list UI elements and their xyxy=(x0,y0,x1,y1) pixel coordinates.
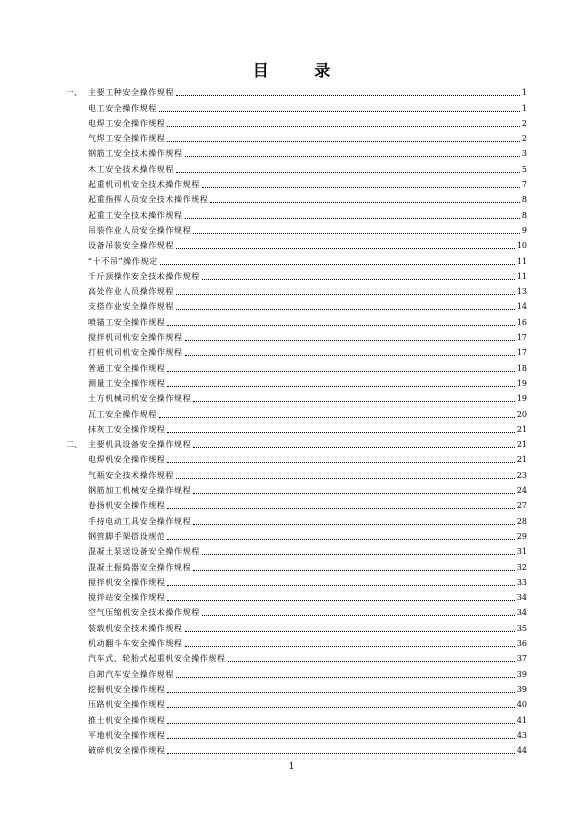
toc-dot-leader xyxy=(193,523,515,525)
toc-dot-leader xyxy=(202,553,515,555)
toc-dot-leader xyxy=(193,400,515,402)
toc-entry-label: 钢管脚手架搭设规范 xyxy=(88,531,166,541)
toc-entry-label: 气焊工安全操作规程 xyxy=(88,134,166,144)
toc-entry-page-number: 7 xyxy=(521,180,527,190)
toc-entry-label: 抹灰工安全操作规程 xyxy=(88,424,166,434)
toc-entry-label: 起重工安全技术操作规程 xyxy=(88,210,183,220)
toc-section-entry[interactable] xyxy=(66,83,527,98)
toc-entry-label: 平地机安全操作规程 xyxy=(88,730,166,740)
toc-entry-label: 瓦工安全操作规程 xyxy=(88,409,157,419)
toc-entry-page-number: 18 xyxy=(516,363,527,373)
toc-entry[interactable] xyxy=(88,726,527,741)
toc-entry[interactable] xyxy=(88,160,527,175)
toc-entry[interactable] xyxy=(88,404,527,419)
toc-dot-leader xyxy=(167,461,514,463)
toc-entry-page-number: 35 xyxy=(516,623,527,633)
toc-dot-leader xyxy=(176,171,520,173)
toc-entry[interactable] xyxy=(88,466,527,481)
toc-dot-leader xyxy=(167,125,520,127)
toc-entry-label: 空气压缩机安全技术操作规程 xyxy=(88,608,200,618)
toc-entry[interactable] xyxy=(88,450,527,465)
toc-dot-leader xyxy=(176,308,515,310)
toc-entry-label: 电工安全操作规程 xyxy=(88,103,157,113)
toc-dot-leader xyxy=(167,584,514,586)
toc-entry-label: 高处作业人员操作规程 xyxy=(88,287,174,297)
toc-entry-page-number: 19 xyxy=(516,378,527,388)
toc-entry[interactable] xyxy=(88,557,527,572)
toc-section-number: 二、 xyxy=(66,440,82,450)
toc-entry[interactable] xyxy=(88,573,527,588)
toc-entry-label: 汽车式、轮胎式起重机安全操作规程 xyxy=(88,654,226,664)
toc-entry-page-number: 27 xyxy=(516,501,527,511)
toc-entry-label: 搅拌机司机安全操作规程 xyxy=(88,333,183,343)
toc-entry-label: 普通工安全操作规程 xyxy=(88,363,166,373)
toc-entry-page-number: 34 xyxy=(516,593,527,603)
toc-entry[interactable] xyxy=(88,297,527,312)
toc-dot-leader xyxy=(176,94,520,96)
toc-entry-page-number: 21 xyxy=(516,455,527,465)
toc-entry-page-number: 20 xyxy=(516,409,527,419)
toc-dot-leader xyxy=(159,416,515,418)
toc-entry[interactable] xyxy=(88,527,527,542)
toc-entry-label: 起重指挥人员安全技术操作规程 xyxy=(88,195,209,205)
toc-entry[interactable] xyxy=(88,680,527,695)
toc-dot-leader xyxy=(167,431,514,433)
toc-entry-label: 手持电动工具安全操作规程 xyxy=(88,516,192,526)
toc-dot-leader xyxy=(167,538,514,540)
toc-entry-label: 卷扬机安全操作规程 xyxy=(88,501,166,511)
toc-dot-leader xyxy=(167,507,514,509)
toc-entry[interactable] xyxy=(88,205,527,220)
toc-entry-label: 机动翻斗车安全操作规程 xyxy=(88,639,183,649)
toc-entry[interactable] xyxy=(88,511,527,526)
toc-entry-label: 电焊机安全操作规程 xyxy=(88,455,166,465)
toc-entry-page-number: 1 xyxy=(521,88,527,98)
toc-entry-label: 起重机司机安全技术操作规程 xyxy=(88,180,200,190)
toc-dot-leader xyxy=(167,370,514,372)
toc-entry-page-number: 23 xyxy=(516,470,527,480)
toc-entry[interactable] xyxy=(88,328,527,343)
toc-section-number: 一、 xyxy=(66,88,82,98)
toc-dot-leader xyxy=(167,706,514,708)
toc-entry[interactable] xyxy=(88,358,527,373)
toc-entry[interactable] xyxy=(88,114,527,129)
toc-entry-label: 混凝土泵送设备安全操作规程 xyxy=(88,547,200,557)
toc-dot-leader xyxy=(167,737,514,739)
toc-entry-page-number: 24 xyxy=(516,486,527,496)
toc-entry-label: 搅拌机安全操作规程 xyxy=(88,577,166,587)
toc-dot-leader xyxy=(185,630,515,632)
toc-entry[interactable] xyxy=(88,710,527,725)
toc-entry-label: 木工安全技术操作规程 xyxy=(88,164,174,174)
toc-entry-page-number: 43 xyxy=(516,730,527,740)
toc-dot-leader xyxy=(202,614,515,616)
toc-entry[interactable] xyxy=(88,420,527,435)
toc-entry[interactable] xyxy=(88,190,527,205)
toc-section-entry[interactable] xyxy=(66,435,527,450)
toc-entry[interactable] xyxy=(88,619,527,634)
toc-entry-label: 破碎机安全操作规程 xyxy=(88,746,166,756)
toc-entry-label: 吊装作业人员安全操作规程 xyxy=(88,225,192,235)
toc-dot-leader xyxy=(167,140,520,142)
toc-dot-leader xyxy=(193,492,515,494)
toc-dot-leader xyxy=(193,232,520,234)
toc-entry-page-number: 2 xyxy=(521,134,527,144)
toc-entry-label: 自卸汽车安全操作规程 xyxy=(88,669,174,679)
toc-dot-leader xyxy=(202,278,515,280)
toc-entry-page-number: 17 xyxy=(516,348,527,358)
toc-entry-page-number: 2 xyxy=(521,118,527,128)
toc-entry[interactable] xyxy=(88,389,527,404)
toc-entry-label: 支搭作业安全操作规程 xyxy=(88,302,174,312)
toc-dot-leader xyxy=(185,217,520,219)
toc-dot-leader xyxy=(210,201,520,203)
toc-entry[interactable] xyxy=(88,343,527,358)
toc-entry[interactable] xyxy=(88,664,527,679)
toc-dot-leader xyxy=(202,186,520,188)
toc-entry-label: 挖掘机安全操作规程 xyxy=(88,684,166,694)
toc-entry-page-number: 36 xyxy=(516,639,527,649)
toc-dot-leader xyxy=(159,110,520,112)
toc-entry-page-number: 3 xyxy=(521,149,527,159)
toc-entry-label: “十不吊”操作规定 xyxy=(88,256,158,266)
toc-dot-leader xyxy=(185,155,520,157)
toc-dot-leader xyxy=(167,752,514,754)
toc-entry-page-number: 29 xyxy=(516,531,527,541)
toc-dot-leader xyxy=(228,660,515,662)
toc-dot-leader xyxy=(167,691,514,693)
toc-entry-label: 搅拌站安全操作规程 xyxy=(88,593,166,603)
toc-entry-page-number: 5 xyxy=(521,164,527,174)
toc-entry-label: 喷锚工安全操作规程 xyxy=(88,317,166,327)
toc-dot-leader xyxy=(167,324,514,326)
toc-entry-label: 千斤顶操作安全技术操作规程 xyxy=(88,271,200,281)
toc-entry-page-number: 21 xyxy=(516,440,527,450)
toc-entry-page-number: 11 xyxy=(516,256,527,266)
toc-entry-page-number: 40 xyxy=(516,700,527,710)
toc-entry[interactable] xyxy=(88,221,527,236)
toc-entry[interactable] xyxy=(88,175,527,190)
toc-entry-page-number: 39 xyxy=(516,684,527,694)
toc-entry[interactable] xyxy=(88,695,527,710)
toc-entry[interactable] xyxy=(88,98,527,113)
toc-entry[interactable] xyxy=(88,542,527,557)
toc-entry-page-number: 37 xyxy=(516,654,527,664)
toc-entry-page-number: 10 xyxy=(516,241,527,251)
toc-entry-page-number: 14 xyxy=(516,302,527,312)
toc-dot-leader xyxy=(167,385,514,387)
toc-entry[interactable] xyxy=(88,634,527,649)
toc-dot-leader xyxy=(176,293,515,295)
toc-entry-label: 钢筋加工机械安全操作规程 xyxy=(88,486,192,496)
toc-entry-label: 装载机安全技术操作规程 xyxy=(88,623,183,633)
toc-entry-page-number: 21 xyxy=(516,424,527,434)
toc-entry[interactable] xyxy=(88,588,527,603)
toc-entry[interactable] xyxy=(88,741,527,756)
toc-entry[interactable] xyxy=(88,603,527,618)
page-number: 1 xyxy=(288,762,295,772)
page-title: 目 录 xyxy=(252,61,351,80)
toc-entry-page-number: 31 xyxy=(516,547,527,557)
toc-entry-page-number: 8 xyxy=(521,210,527,220)
toc-entry-page-number: 1 xyxy=(521,103,527,113)
toc-entry[interactable] xyxy=(88,267,527,282)
toc-entry-page-number: 19 xyxy=(516,394,527,404)
toc-entry-page-number: 32 xyxy=(516,562,527,572)
toc-entry-label: 钢筋工安全技术操作规程 xyxy=(88,149,183,159)
toc-entry[interactable] xyxy=(88,144,527,159)
toc-entry[interactable] xyxy=(88,282,527,297)
toc-dot-leader xyxy=(176,247,515,249)
toc-dot-leader xyxy=(160,263,515,265)
toc-dot-leader xyxy=(176,676,515,678)
toc-entry[interactable] xyxy=(88,251,527,266)
toc-entry-label: 混凝土振捣器安全操作规程 xyxy=(88,562,192,572)
toc-entry-label: 设备吊装安全操作规程 xyxy=(88,241,174,251)
toc-entry-label: 土方机械司机安全操作规程 xyxy=(88,394,192,404)
toc-entry[interactable] xyxy=(88,374,527,389)
toc-entry-page-number: 34 xyxy=(516,608,527,618)
toc-dot-leader xyxy=(193,446,515,448)
toc-entry-label: 主要工种安全操作规程 xyxy=(88,88,174,98)
toc-entry-label: 测量工安全操作规程 xyxy=(88,378,166,388)
toc-entry-label: 压路机安全操作规程 xyxy=(88,700,166,710)
toc-entry-page-number: 28 xyxy=(516,516,527,526)
toc-entry-page-number: 33 xyxy=(516,577,527,587)
toc-entry[interactable] xyxy=(88,496,527,511)
toc-dot-leader xyxy=(185,645,515,647)
toc-entry[interactable] xyxy=(88,236,527,251)
toc-entry-page-number: 17 xyxy=(516,333,527,343)
toc-entry[interactable] xyxy=(88,481,527,496)
toc-entry[interactable] xyxy=(88,313,527,328)
toc-dot-leader xyxy=(167,599,514,601)
toc-entry[interactable] xyxy=(88,649,527,664)
toc-entry-label: 电焊工安全操作规程 xyxy=(88,118,166,128)
toc-entry-page-number: 13 xyxy=(516,287,527,297)
toc-entry-page-number: 41 xyxy=(516,715,527,725)
toc-entry-label: 推土机安全操作规程 xyxy=(88,715,166,725)
toc-dot-leader xyxy=(185,354,515,356)
toc-dot-leader xyxy=(167,722,514,724)
toc-entry-label: 打桩机司机安全操作规程 xyxy=(88,348,183,358)
toc-entry-label: 主要机具设备安全操作规程 xyxy=(88,440,192,450)
toc-dot-leader xyxy=(185,339,515,341)
toc-entry-page-number: 44 xyxy=(516,746,527,756)
toc-dot-leader xyxy=(176,477,515,479)
toc-entry-page-number: 16 xyxy=(516,317,527,327)
toc-entry-page-number: 9 xyxy=(521,225,527,235)
toc-entry-page-number: 8 xyxy=(521,195,527,205)
toc-entry-page-number: 11 xyxy=(516,271,527,281)
toc-entry-page-number: 39 xyxy=(516,669,527,679)
toc-entry[interactable] xyxy=(88,129,527,144)
toc-dot-leader xyxy=(193,569,515,571)
toc-entry-label: 气瓶安全技术操作规程 xyxy=(88,470,174,480)
